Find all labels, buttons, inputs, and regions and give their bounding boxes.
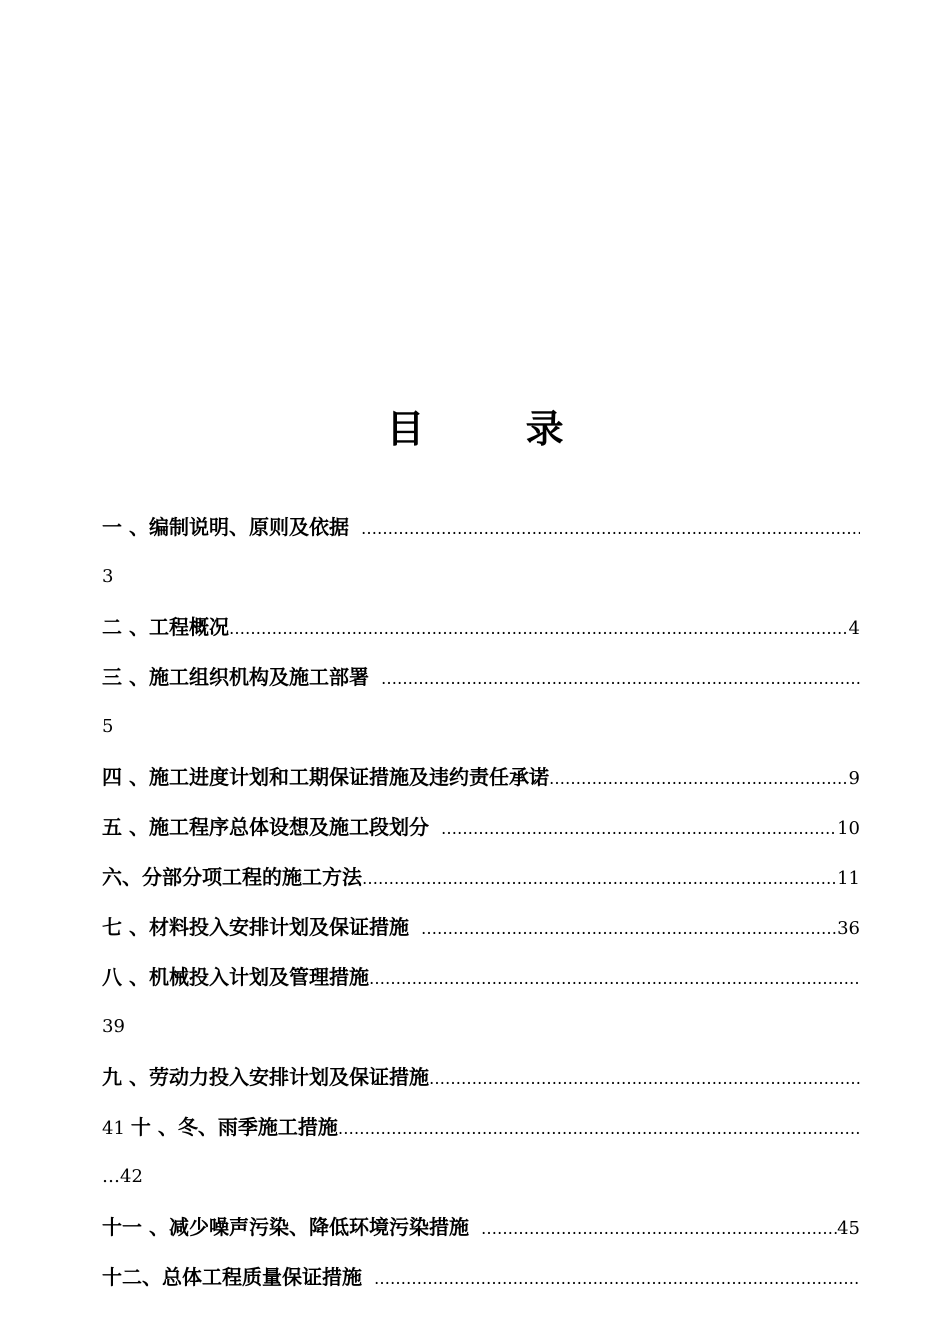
- toc-entry[interactable]: [102, 612, 860, 642]
- toc-entry-label: 六、分部分项工程的施工方法: [102, 865, 362, 889]
- page-title: 目 录: [386, 407, 608, 451]
- toc-entry-page-wrap[interactable]: [102, 1012, 860, 1042]
- toc-leader-dots: [229, 614, 849, 642]
- toc-entry-label: 一 、编制说明、原则及依据: [102, 515, 349, 539]
- toc-entry-label: 五 、施工程序总体设想及施工段划分: [102, 815, 429, 839]
- toc-entry-page: 45: [837, 1218, 860, 1239]
- toc-entry[interactable]: [102, 962, 860, 992]
- toc-entry-page: 4: [848, 618, 860, 639]
- toc-leader-dots: [481, 1214, 837, 1242]
- toc-entry[interactable]: [102, 512, 860, 542]
- toc-leader-dots: [369, 964, 860, 992]
- toc-entry-page: 3: [102, 566, 114, 587]
- toc-entry[interactable]: [102, 662, 860, 692]
- toc-leader-dots: [374, 1264, 860, 1292]
- toc-entry-label: 十二、总体工程质量保证措施: [102, 1265, 362, 1289]
- toc-entry[interactable]: [102, 812, 860, 842]
- toc-entry-page: 36: [837, 918, 860, 939]
- toc-entry-page: 5: [102, 716, 114, 737]
- toc-entry-page: 9: [848, 768, 860, 789]
- toc-entry-page-wrap[interactable]: [102, 562, 860, 592]
- toc-entry[interactable]: [102, 1062, 860, 1092]
- toc-entry-label: 七 、材料投入安排计划及保证措施: [102, 915, 409, 939]
- toc-entry-label: 三 、施工组织机构及施工部署: [102, 665, 369, 689]
- toc-leader-dots: [421, 914, 837, 942]
- toc-leader-dots: [361, 514, 860, 542]
- toc-entry[interactable]: [102, 762, 860, 792]
- toc-entry-label: 二 、工程概况: [102, 615, 229, 639]
- toc-entry-page: …42: [102, 1166, 143, 1187]
- toc-entry-page: 11: [837, 868, 860, 889]
- toc-entry-page-wrap[interactable]: [102, 712, 860, 742]
- toc-entry[interactable]: [102, 912, 860, 942]
- toc-entry[interactable]: [102, 1262, 860, 1292]
- toc-entry[interactable]: [102, 1112, 860, 1142]
- toc-entry-page: 39: [102, 1016, 125, 1037]
- toc-entry[interactable]: [102, 1212, 860, 1242]
- toc-entry-page-prefix: 41: [102, 1118, 125, 1139]
- toc-leader-dots: [362, 864, 837, 892]
- toc-entry-label: 十 、冬、雨季施工措施: [130, 1115, 338, 1139]
- toc-entry-page: 10: [837, 818, 860, 839]
- toc-leader-dots: [381, 664, 860, 692]
- toc-entry-label: 八 、机械投入计划及管理措施: [102, 965, 369, 989]
- toc-leader-dots: [441, 814, 837, 842]
- toc-entry-label: 十一 、减少噪声污染、降低环境污染措施: [102, 1215, 469, 1239]
- toc-leader-dots: [429, 1064, 860, 1092]
- toc-leader-dots: [338, 1114, 860, 1142]
- toc-entry-label: 九 、劳动力投入安排计划及保证措施: [102, 1065, 429, 1089]
- toc-entry-page-wrap[interactable]: [102, 1162, 860, 1192]
- toc-entry-label: 四 、施工进度计划和工期保证措施及违约责任承诺: [102, 765, 549, 789]
- toc-leader-dots: [549, 764, 849, 792]
- toc-entry[interactable]: [102, 862, 860, 892]
